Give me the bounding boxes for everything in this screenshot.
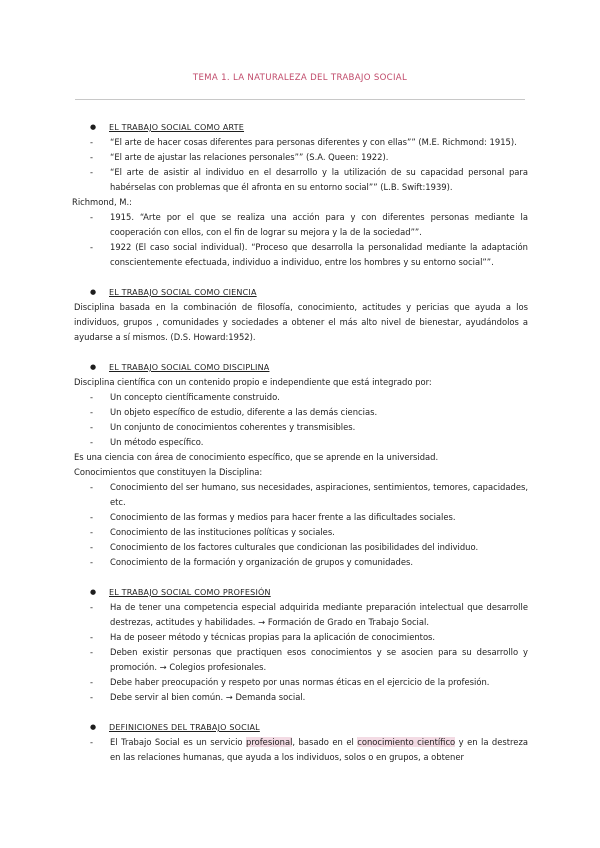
highlight: conocimiento científico xyxy=(357,737,456,747)
author-label: Richmond, M.: xyxy=(72,197,132,207)
paragraph: Es una ciencia con área de conocimiento específico, que se aprende en la universidad. xyxy=(74,452,439,462)
section-heading-definiciones: ● DEFINICIONES DEL TRABAJO SOCIAL xyxy=(74,720,528,735)
title-divider xyxy=(75,99,525,100)
list-item: - 1922 (El caso social individual). “Proceso que desarrolla la personalidad mediante la adaptación conscientemente efectuada, individuo a individuo, entre los hombres y su entorno social””. xyxy=(90,242,528,267)
bullet-icon: ● xyxy=(90,123,97,131)
list-item: - “El arte de hacer cosas diferentes para personas diferentes y con ellas”” (M.E. Richmond: 1915). xyxy=(90,137,517,147)
document-body xyxy=(74,120,528,765)
bullet-icon: ● xyxy=(90,288,97,296)
list-item: - Un concepto científicamente construido. xyxy=(90,392,280,402)
bullet-icon: ● xyxy=(90,723,97,731)
highlight: profesional xyxy=(246,737,293,747)
bullet-icon: ● xyxy=(90,588,97,596)
list-item: - “El arte de ajustar las relaciones personales”” (S.A. Queen: 1922). xyxy=(90,152,389,162)
list-item: - Un método específico. xyxy=(90,437,204,447)
paragraph: Disciplina científica con un contenido propio e independiente que está integrado por: xyxy=(74,377,432,387)
paragraph: Disciplina basada en la combinación de filosofía, conocimiento, actitudes y pericias que ayuda a los individuos, grupos , comunidades y sociedades a obtener el más alto nivel de bienestar, ayudándolos a ayudarse a sí mismos. (D.S. Howard:1952). xyxy=(74,302,528,342)
list-item: - Ha de poseer método y técnicas propias para la aplicación de conocimientos. xyxy=(90,632,436,642)
list-item: - Un conjunto de conocimientos coherentes y transmisibles. xyxy=(90,422,356,432)
list-item: - Debe servir al bien común. → Demanda social. xyxy=(90,692,306,702)
list-item: - Conocimiento de las formas y medios para hacer frente a las dificultades sociales. xyxy=(90,512,456,522)
list-item: - El Trabajo Social es un servicio profesional, basado en el conocimiento científico y en la destreza en las relaciones humanas, que ayuda a los individuos, solos o en grupos, a obtener xyxy=(90,737,528,762)
document-title: TEMA 1. LA NATURALEZA DEL TRABAJO SOCIAL xyxy=(192,73,408,83)
list-item: - “El arte de asistir al individuo en el desarrollo y la utilización de su capacidad personal para habérselas con problemas que él afronta en su entorno social”” (L.B. Swift:1939). xyxy=(90,167,528,192)
section-heading-arte: ● EL TRABAJO SOCIAL COMO ARTE xyxy=(74,120,528,135)
list-item: - Conocimiento de las instituciones políticas y sociales. xyxy=(90,527,335,537)
list-item: - Un objeto específico de estudio, diferente a las demás ciencias. xyxy=(90,407,378,417)
list-item: - Conocimiento de los factores culturales que condicionan las posibilidades del individuo. xyxy=(90,542,479,552)
section-heading-profesion: ● EL TRABAJO SOCIAL COMO PROFESIÓN xyxy=(74,585,528,600)
list-item: - Deben existir personas que practiquen esos conocimientos y se asocien para su desarrollo y promoción. → Colegios profesionales. xyxy=(90,647,528,672)
list-item: - Debe haber preocupación y respeto por unas normas éticas en el ejercicio de la profesión. xyxy=(90,677,490,687)
list-item: - 1915. “Arte por el que se realiza una acción para y con diferentes personas mediante la cooperación con ellos, con el fin de lograr su mejora y la de la sociedad””. xyxy=(90,212,528,237)
bullet-icon: ● xyxy=(90,363,97,371)
section-heading-disciplina: ● EL TRABAJO SOCIAL COMO DISCIPLINA xyxy=(74,360,528,375)
section-heading-ciencia: ● EL TRABAJO SOCIAL COMO CIENCIA xyxy=(74,285,528,300)
list-item: - Conocimiento del ser humano, sus necesidades, aspiraciones, sentimientos, temores, capacidades, etc. xyxy=(90,482,528,507)
paragraph: Conocimientos que constituyen la Disciplina: xyxy=(74,467,263,477)
list-item: - Conocimiento de la formación y organización de grupos y comunidades. xyxy=(90,557,414,567)
list-item: - Ha de tener una competencia especial adquirida mediante preparación intelectual que desarrolle destrezas, actitudes y habilidades. → Formación de Grado en Trabajo Social. xyxy=(90,602,528,627)
